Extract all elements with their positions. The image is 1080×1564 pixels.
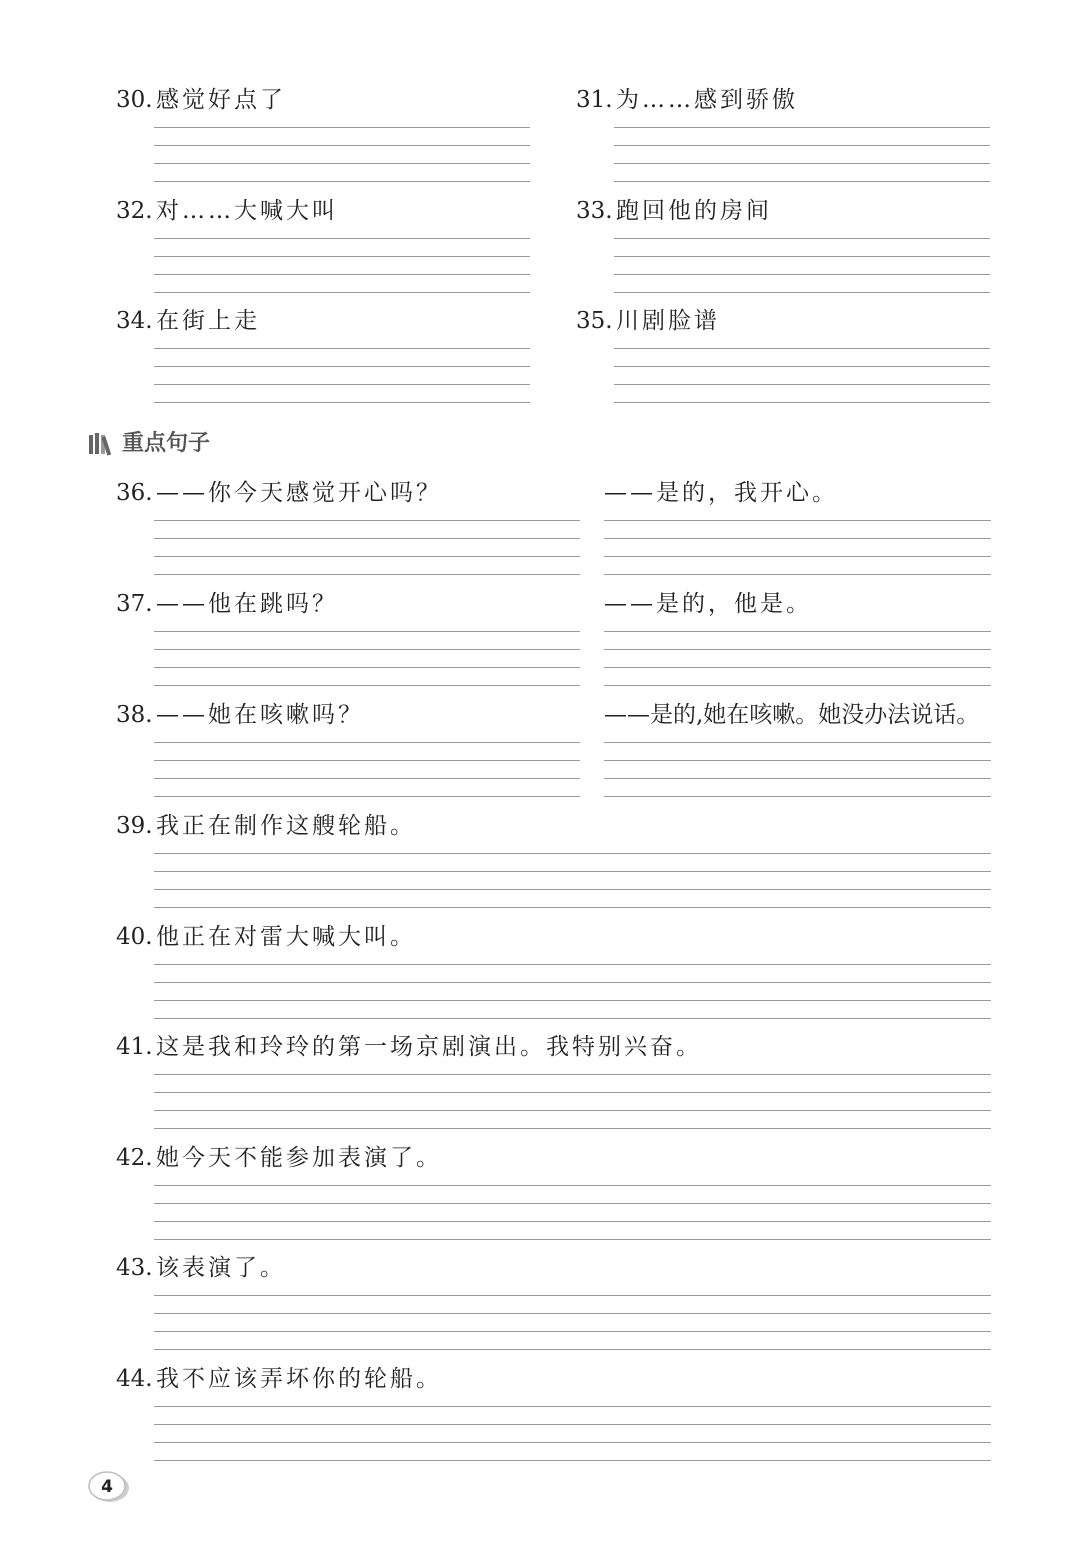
item-prompt: 感觉好点了 [156, 87, 286, 113]
question-writing-lines[interactable] [154, 742, 580, 796]
dialogue-question: ——她在咳嗽吗？ [156, 702, 364, 728]
writing-lines[interactable] [154, 1185, 991, 1239]
item-prompt: 对……大喊大叫 [156, 198, 338, 224]
item-number: 33. [576, 198, 613, 224]
item-prompt: 该表演了。 [156, 1255, 286, 1281]
books-icon [88, 432, 116, 456]
item-prompt: 这是我和玲玲的第一场京剧演出。我特别兴奋。 [156, 1034, 702, 1060]
page-number: 4 [101, 1477, 113, 1497]
item-number: 31. [576, 87, 613, 113]
sentence-item [0, 1253, 1080, 1353]
item-prompt: 在街上走 [156, 308, 260, 334]
phrase-item [0, 85, 1080, 185]
item-number: 35. [576, 308, 613, 334]
item-number: 37. [116, 591, 153, 617]
phrase-item [0, 306, 1080, 406]
dialogue-answer: ——是的,她在咳嗽。她没办法说话。 [604, 702, 980, 728]
sentence-item [0, 922, 1080, 1022]
writing-lines[interactable] [154, 1295, 991, 1349]
dialogue-question: ——他在跳吗？ [156, 591, 338, 617]
item-prompt: 川剧脸谱 [616, 308, 720, 334]
writing-lines[interactable] [154, 964, 991, 1018]
dialogue-answer: ——是的，他是。 [604, 591, 812, 617]
page-number-badge [87, 1470, 131, 1504]
section-title: 重点句子 [122, 431, 211, 456]
writing-lines[interactable] [154, 1406, 991, 1460]
item-prompt: 我正在制作这艘轮船。 [156, 813, 416, 839]
item-number: 32. [116, 198, 153, 224]
writing-lines[interactable] [614, 348, 990, 402]
item-prompt: 他正在对雷大喊大叫。 [156, 924, 416, 950]
question-writing-lines[interactable] [154, 631, 580, 685]
writing-lines[interactable] [614, 127, 990, 181]
item-prompt: 我不应该弄坏你的轮船。 [156, 1366, 442, 1392]
item-prompt: 跑回他的房间 [616, 198, 772, 224]
item-number: 30. [116, 87, 153, 113]
writing-lines[interactable] [154, 1074, 991, 1128]
item-number: 43. [116, 1255, 153, 1281]
answer-writing-lines[interactable] [604, 742, 991, 796]
item-number: 44. [116, 1366, 153, 1392]
answer-writing-lines[interactable] [604, 520, 991, 574]
question-writing-lines[interactable] [154, 520, 580, 574]
item-number: 39. [116, 813, 153, 839]
writing-lines[interactable] [614, 238, 990, 292]
dialogue-item [0, 478, 1080, 578]
answer-writing-lines[interactable] [604, 631, 991, 685]
phrase-item [0, 196, 1080, 296]
item-number: 36. [116, 480, 153, 506]
sentence-item [0, 1032, 1080, 1132]
item-prompt: 她今天不能参加表演了。 [156, 1145, 442, 1171]
dialogue-item [0, 700, 1080, 800]
item-number: 42. [116, 1145, 153, 1171]
dialogue-answer: ——是的，我开心。 [604, 480, 838, 506]
sentence-item [0, 1364, 1080, 1464]
item-number: 38. [116, 702, 153, 728]
writing-lines[interactable] [154, 853, 991, 907]
sentence-item [0, 1143, 1080, 1243]
dialogue-item [0, 589, 1080, 689]
item-prompt: 为……感到骄傲 [616, 87, 798, 113]
sentence-item [0, 811, 1080, 911]
dialogue-question: ——你今天感觉开心吗？ [156, 480, 442, 506]
item-number: 41. [116, 1034, 153, 1060]
item-number: 34. [116, 308, 153, 334]
item-number: 40. [116, 924, 153, 950]
